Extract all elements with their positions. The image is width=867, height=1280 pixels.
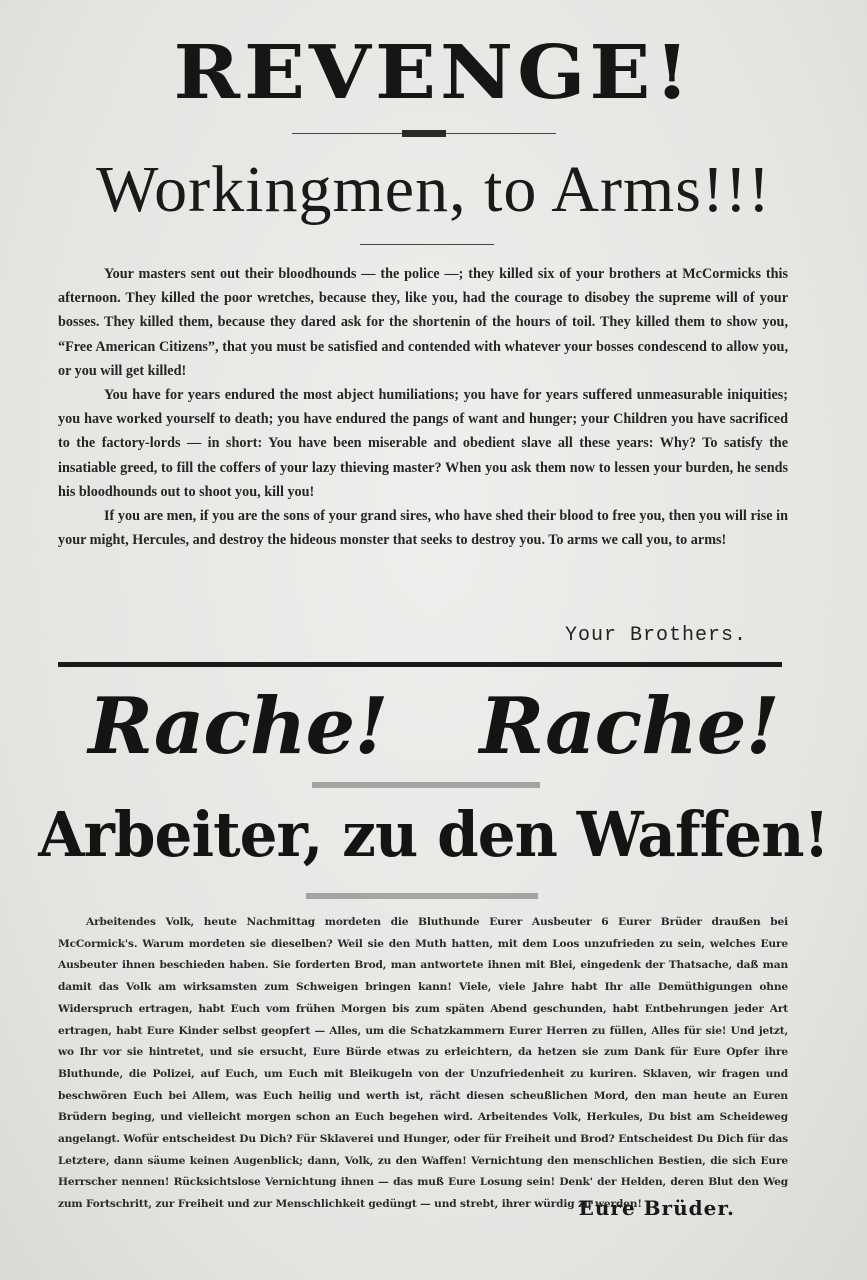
headline-rache-right: Rache! bbox=[479, 681, 779, 772]
divider-grey-upper bbox=[312, 782, 540, 788]
subheadline-arbeiter: Arbeiter, zu den Waffen! bbox=[38, 798, 829, 871]
english-paragraph-3: If you are men, if you are the sons of your grand sires, who have shed their blood to free you, then you will rise in your might, Hercules, and destroy the hideous monster that seeks to destroy you. To arms we call you, to arms! bbox=[58, 508, 788, 549]
subheadline-to-arms: Workingmen, to Arms!!! bbox=[96, 153, 771, 226]
english-body bbox=[58, 262, 788, 552]
headline-rache-left: Rache! bbox=[88, 681, 388, 772]
german-body bbox=[58, 912, 788, 1216]
english-paragraph-2: You have for years endured the most abject humiliations; you have for years suffered unmeasurable iniquities; you have worked yourself to death; you have endured the pangs of want and hunger; your Children you have sacrificed to the factory-lords — in short: You have been miserable and obedient slave all these years: Why? To satisfy the insatiable greed, to fill the coffers of your lazy thieving master? When you ask them now to lessen your burden, he sends his bloodhounds out to shoot you, kill you! bbox=[58, 387, 788, 500]
section-divider bbox=[58, 662, 782, 667]
divider-ornament bbox=[402, 130, 446, 137]
divider-short bbox=[360, 244, 494, 245]
divider-grey-lower bbox=[306, 893, 538, 899]
headline-rache bbox=[0, 672, 867, 782]
german-paragraph: Arbeitendes Volk, heute Nachmittag mordeten die Bluthunde Eurer Ausbeuter 6 Eurer Brüder draußen bei McCormick's. Warum mordeten sie dieselben? Weil sie den Muth hatten, mit dem Loos unzufrieden zu sein, welches Eure Ausbeuter ihnen beschieden haben. Sie forderten Brod, man antwortete ihnen mit Blei, eingedenk der Thatsache, daß man damit das Volk am wirksamsten zum Schweigen bringen kann! Viele, viele Jahre habt Ihr alle Demüthigungen ohne Widerspruch ertragen, habt Euch vom frühen Morgen bis zum späten Abend geschunden, habt Entbehrungen jeder Art ertragen, habt Eure Kinder selbst geopfert — Alles, um die Schatzkammern Eurer Herren zu füllen, Alles für sie! Und jetzt, wo Ihr vor sie hintretet, und sie ersucht, Eure Bürde etwas zu erleichtern, da hetzen sie zum Dank für Eure Opfer ihre Bluthunde, die Polizei, auf Euch, um Euch mit Bleikugeln von der Unzufriedenheit zu kuriren. Sklaven, wir fragen und beschwören Euch bei Allem, was Euch heilig und werth ist, rächt diesen scheußlichen Mord, den man heute an Euren Brüdern beging, und vielleicht morgen schon an Euch begehen wird. Arbeitendes Volk, Herkules, Du bist am Scheideweg angelangt. Wofür entscheidest Du Dich? Für Sklaverei und Hunger, oder für Freiheit und Brod? Entscheidest Du Dich für das Letztere, dann säume keinen Augenblick; dann, Volk, zu den Waffen! Vernichtung den menschlichen Bestien, die sich Eure Herrscher nennen! Rücksichtslose Vernichtung ihnen — das muß Eure Losung sein! Denk' der Helden, deren Blut den Weg zum Fortschritt, zur Freiheit und zur Menschlichkeit gedüngt — und strebt, ihrer würdig zu werden! bbox=[58, 916, 788, 1211]
headline-revenge: REVENGE! bbox=[173, 28, 694, 116]
german-signature: Eure Brüder. bbox=[578, 1196, 735, 1220]
english-signature: Your Brothers. bbox=[564, 624, 747, 647]
english-paragraph-1: Your masters sent out their bloodhounds — the police —; they killed six of your brothers at McCormicks this afternoon. They killed the poor wretches, because they, like you, had the courage to disobey the supreme will of your bosses. They killed them, because they dared ask for the shortenin of the hours of toil. They killed them to show you, “Free American Citizens”, that you must be satisfied and contended with whatever your bosses condescend to allow you, or you will get killed! bbox=[58, 266, 788, 379]
